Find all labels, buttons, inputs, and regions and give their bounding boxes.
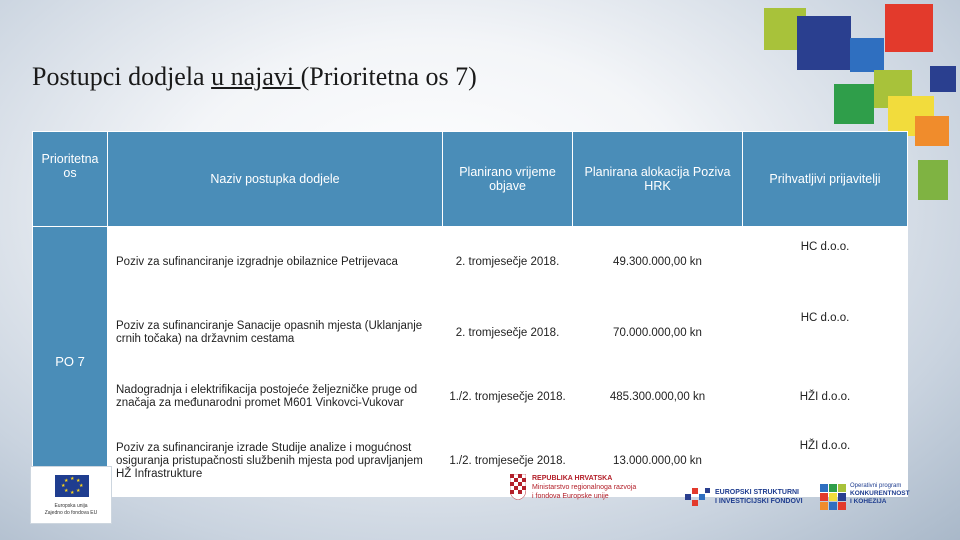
footer-logos — [30, 466, 935, 526]
square-blue-1 — [850, 38, 884, 72]
group-cell: PO 7 — [33, 227, 108, 497]
row-name: Nadogradnja i elektrifikacija postojeće željezničke pruge od značaja za međunarodni promet M601 Vinkovci-Vukovar — [108, 369, 443, 426]
ministry-line-3: i fondova Europske unije — [532, 493, 609, 500]
slide-title — [32, 62, 477, 92]
header-eligible-applicants: Prihvatljivi prijavitelji — [743, 132, 908, 227]
op-line-3: I KOHEZIJA — [850, 498, 887, 505]
eu-caption-1: Europska unija — [54, 503, 88, 509]
eu-caption-2: Zajedno do fondova EU — [44, 510, 98, 516]
op-line-2: KONKURENTNOST — [850, 490, 910, 497]
row-applicant: HŽI d.o.o. — [743, 369, 908, 426]
table-header-row — [33, 132, 908, 227]
ministry-line-1: REPUBLIKA HRVATSKA — [532, 475, 613, 482]
ministry-line-2: Ministarstvo regionalnoga razvoja — [532, 484, 637, 491]
op-kk-logo — [820, 482, 930, 522]
eu-logo — [30, 466, 112, 524]
croatian-coat-of-arms-icon — [510, 474, 526, 500]
title-part1: Postupci dodjela — [32, 62, 212, 91]
row-name: Poziv za sufinanciranje izgradnje obilaznice Petrijevaca — [108, 227, 443, 298]
ministry-logo — [510, 472, 670, 522]
esif-line-2: I INVESTICIJSKI FONDOVI — [715, 498, 803, 505]
allocation-table — [32, 131, 908, 497]
row-allocation: 70.000.000,00 kn — [573, 298, 743, 369]
row-time: 1./2. tromjesečje 2018. — [443, 426, 573, 497]
row-applicant: HC d.o.o. — [743, 298, 908, 369]
esif-mosaic-icon — [685, 486, 711, 510]
row-time: 2. tromjesečje 2018. — [443, 227, 573, 298]
table-row — [33, 227, 908, 298]
table-row — [33, 369, 908, 426]
row-applicant: HC d.o.o. — [743, 227, 908, 298]
row-applicant: HŽI d.o.o. — [743, 426, 908, 497]
row-name: Poziv za sufinanciranje Sanacije opasnih mjesta (Uklanjanje crnih točaka) na državnim cestama — [108, 298, 443, 369]
ministry-text — [532, 474, 636, 501]
esif-line-1: EUROPSKI STRUKTURNI — [715, 489, 800, 496]
header-procedure-name: Naziv postupka dodjele — [108, 132, 443, 227]
row-allocation: 49.300.000,00 kn — [573, 227, 743, 298]
square-green-1 — [834, 84, 874, 124]
op-kk-mosaic-icon — [820, 484, 846, 510]
row-time: 1./2. tromjesečje 2018. — [443, 369, 573, 426]
row-allocation: 485.300.000,00 kn — [573, 369, 743, 426]
eu-flag-icon: ★ ★ ★ ★ ★ ★ ★ ★ — [55, 475, 89, 497]
square-green-2 — [918, 160, 948, 200]
row-time: 2. tromjesečje 2018. — [443, 298, 573, 369]
row-allocation: 13.000.000,00 kn — [573, 426, 743, 497]
square-navy-1 — [797, 16, 851, 70]
header-priority-axis: Prioritetna os — [33, 132, 108, 227]
square-red-1 — [885, 4, 933, 52]
table-row — [33, 298, 908, 369]
title-underlined: u najavi — [211, 62, 301, 91]
row-name: Poziv za sufinanciranje izrade Studije analize i mogućnost osiguranja pristupačnosti službenih mjesta pod upravljanjem HŽ Infrastrukture — [108, 426, 443, 497]
op-line-1: Operativni program — [850, 483, 902, 489]
square-orange-1 — [915, 116, 949, 146]
header-planned-allocation: Planirana alokacija Poziva HRK — [573, 132, 743, 227]
title-part2: (Prioritetna os 7) — [300, 62, 477, 91]
header-planned-time: Planirano vrijeme objave — [443, 132, 573, 227]
square-navy-2 — [930, 66, 956, 92]
esif-logo — [685, 486, 805, 522]
esif-text — [715, 488, 803, 506]
op-kk-text — [850, 482, 910, 506]
